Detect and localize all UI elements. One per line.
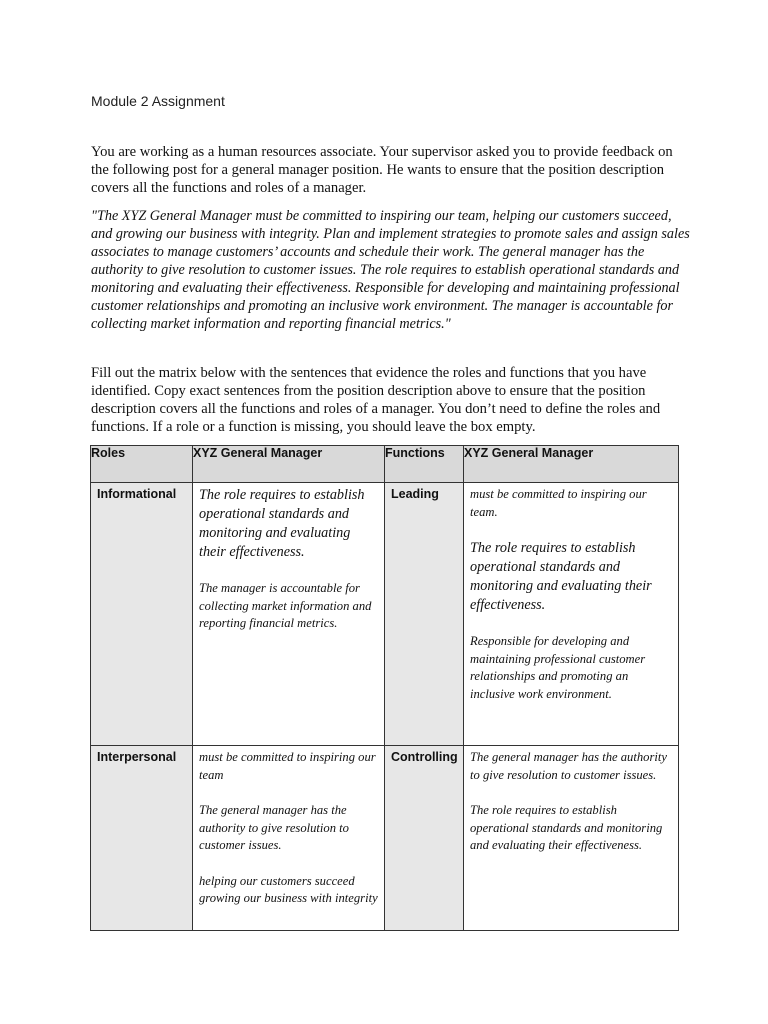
function-entry: Responsible for developing and maintaining professional customer relationships and promoting an inclusive work environment. — [470, 634, 646, 701]
header-roles: Roles — [91, 446, 193, 483]
function-entry: The role requires to establish operational standards and monitoring and evaluating their effectiveness. — [470, 803, 663, 852]
role-entry: helping our customers succeed growing our business with integrity — [199, 873, 378, 905]
function-entry: The general manager has the authority to give resolution to customer issues. — [470, 750, 667, 782]
matrix-header-row — [91, 446, 679, 483]
function-entry: must be committed to inspiring our team. — [470, 487, 647, 519]
document-title: Module 2 Assignment — [91, 93, 225, 109]
header-functions: Functions — [385, 446, 464, 483]
intro-paragraph: You are working as a human resources associate. Your supervisor asked you to provide feedback on the following post for a general manager position. He wants to ensure that the position description covers all the functions and roles of a manager. — [91, 144, 673, 196]
role-entry: The role requires to establish operational standards and monitoring and evaluating their effectiveness. — [199, 487, 365, 560]
role-entries-cell[interactable] — [193, 483, 385, 746]
header-xyz-manager-functions: XYZ General Manager — [464, 446, 679, 483]
matrix-row-interpersonal — [91, 746, 679, 931]
role-entries-cell[interactable] — [193, 746, 385, 931]
role-label: Interpersonal — [91, 746, 193, 931]
function-label: Leading — [385, 483, 464, 746]
job-description-quote: "The XYZ General Manager must be committed to inspiring our team, helping our customers succeed, and growing our business with integrity. Plan and implement strategies to promote sales and assign sales associates to manage customers’ accounts and schedule their work. The general manager has the authority to give resolution to customer issues. The role requires to establish operational standards and monitoring and evaluating their effectiveness. Responsible for developing and maintaining professional customer relationships and promoting an inclusive work environment. The manager is accountable for collecting market information and reporting financial metrics." — [91, 208, 690, 332]
function-entries-cell[interactable] — [464, 746, 679, 931]
header-xyz-manager-roles: XYZ General Manager — [193, 446, 385, 483]
roles-functions-matrix — [90, 445, 679, 931]
function-entry: The role requires to establish operational standards and monitoring and evaluating their effectiveness. — [470, 540, 652, 613]
role-label: Informational — [91, 483, 193, 746]
role-entry: The general manager has the authority to give resolution to customer issues. — [199, 803, 349, 852]
function-entries-cell[interactable] — [464, 483, 679, 746]
matrix-row-informational — [91, 483, 679, 746]
instructions-paragraph: Fill out the matrix below with the sentences that evidence the roles and functions that you have identified. Copy exact sentences from the position description above to ensure that the position description covers all the functions and roles of a manager. You don’t need to define the roles and functions. If a role or a function is missing, you should leave the box empty. — [91, 365, 661, 435]
function-label: Controlling — [385, 746, 464, 931]
role-entry: must be committed to inspiring our team — [199, 750, 376, 782]
role-entry: The manager is accountable for collecting market information and reporting financial metrics. — [199, 581, 372, 630]
